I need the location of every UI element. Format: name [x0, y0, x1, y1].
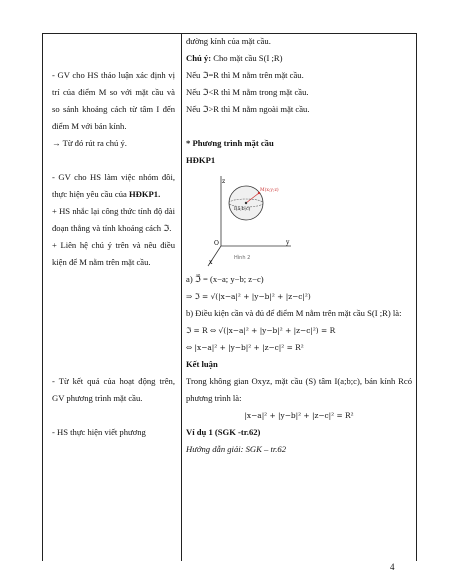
example-heading: Ví dụ 1 (SGK -tr.62): [186, 427, 261, 437]
point-m-label: M(x;y;z): [260, 188, 279, 193]
answer-b-3: ⇔ |x−a|² + |y−b|² + |z−c|² = R²: [186, 343, 304, 352]
left-para-6: - Từ kết quả của hoạt động trên, GV phương trình mặt cầu.: [52, 376, 175, 403]
left-para-3: - GV cho HS làm việc nhóm đôi, thực hiện yêu cầu của HĐKP1.: [52, 172, 175, 199]
left-para-7: - HS thực hiện viết phương: [52, 427, 146, 437]
note-case-3: Nếu ℑ>R thì M nằm ngoài mặt cầu.: [186, 104, 310, 114]
note-case-2: Nếu ℑ<R thì M nằm trong mặt cầu.: [186, 87, 309, 97]
answer-b-2: ℑ = R ⇔ √(|x−a|² + |y−b|² + |z−c|²) = R: [186, 326, 336, 335]
origin-label: O: [214, 240, 219, 247]
left-para-2: → Từ đó rút ra chú ý.: [52, 138, 127, 148]
axis-y-label: y: [286, 239, 290, 246]
hdkp-heading: HĐKP1: [186, 155, 216, 165]
figure-caption: Hình 2: [234, 255, 251, 261]
left-para-4: + HS nhắc lại công thức tính độ dài đoạn thẳng và tính khoảng cách ℑ.: [52, 206, 175, 233]
answer-a-2: ⇒ ℑ = √(|x−a|² + |y−b|² + |z−c|²): [186, 292, 311, 301]
teacher-activity-column: [52, 33, 175, 441]
sphere-equation: |x−a|² + |y−b|² + |z−c|² = R²: [244, 411, 354, 420]
right-line-1: đường kính của mặt cầu.: [186, 36, 271, 46]
center-i-label: I(a;b;c): [234, 207, 251, 212]
content-column: [186, 33, 412, 458]
section-heading: * Phương trình mặt cầu: [186, 138, 274, 148]
axis-z-label: z: [222, 178, 226, 185]
page-number: 4: [390, 562, 395, 572]
sphere-figure: [206, 171, 296, 271]
solution-guide: Hướng dẫn giải: SGK – tr.62: [186, 444, 286, 454]
note-case-1: Nếu ℑ=R thì M nằm trên mặt cầu.: [186, 70, 304, 80]
conclusion-text: Trong không gian Oxyz, mặt cầu (S) tâm I(a;b;c), bán kính Rcó phương trình là:: [186, 376, 412, 403]
answer-b-1: b) Điều kiện cần và đủ để điểm M nằm trên mặt cầu S(I ;R) là:: [186, 308, 402, 318]
sphere-diagram: [206, 171, 296, 271]
column-divider: [181, 33, 182, 561]
note-line: Chú ý: Cho mặt cầu S(I ;R): [186, 53, 283, 63]
conclusion-heading: Kết luận: [186, 359, 218, 369]
left-para-5: + Liên hệ chú ý trên và nêu điều kiện để M nằm trên mặt cầu.: [52, 240, 175, 267]
left-para-1: - GV cho HS thảo luận xác định vị trí của điểm M so với mặt cầu và so sánh khoảng cách từ tâm I đến điểm M với bán kính.: [52, 70, 175, 131]
answer-a-1: a) ℑ⃗ = (x−a; y−b; z−c): [186, 274, 264, 284]
axis-x-label: x: [209, 259, 213, 266]
